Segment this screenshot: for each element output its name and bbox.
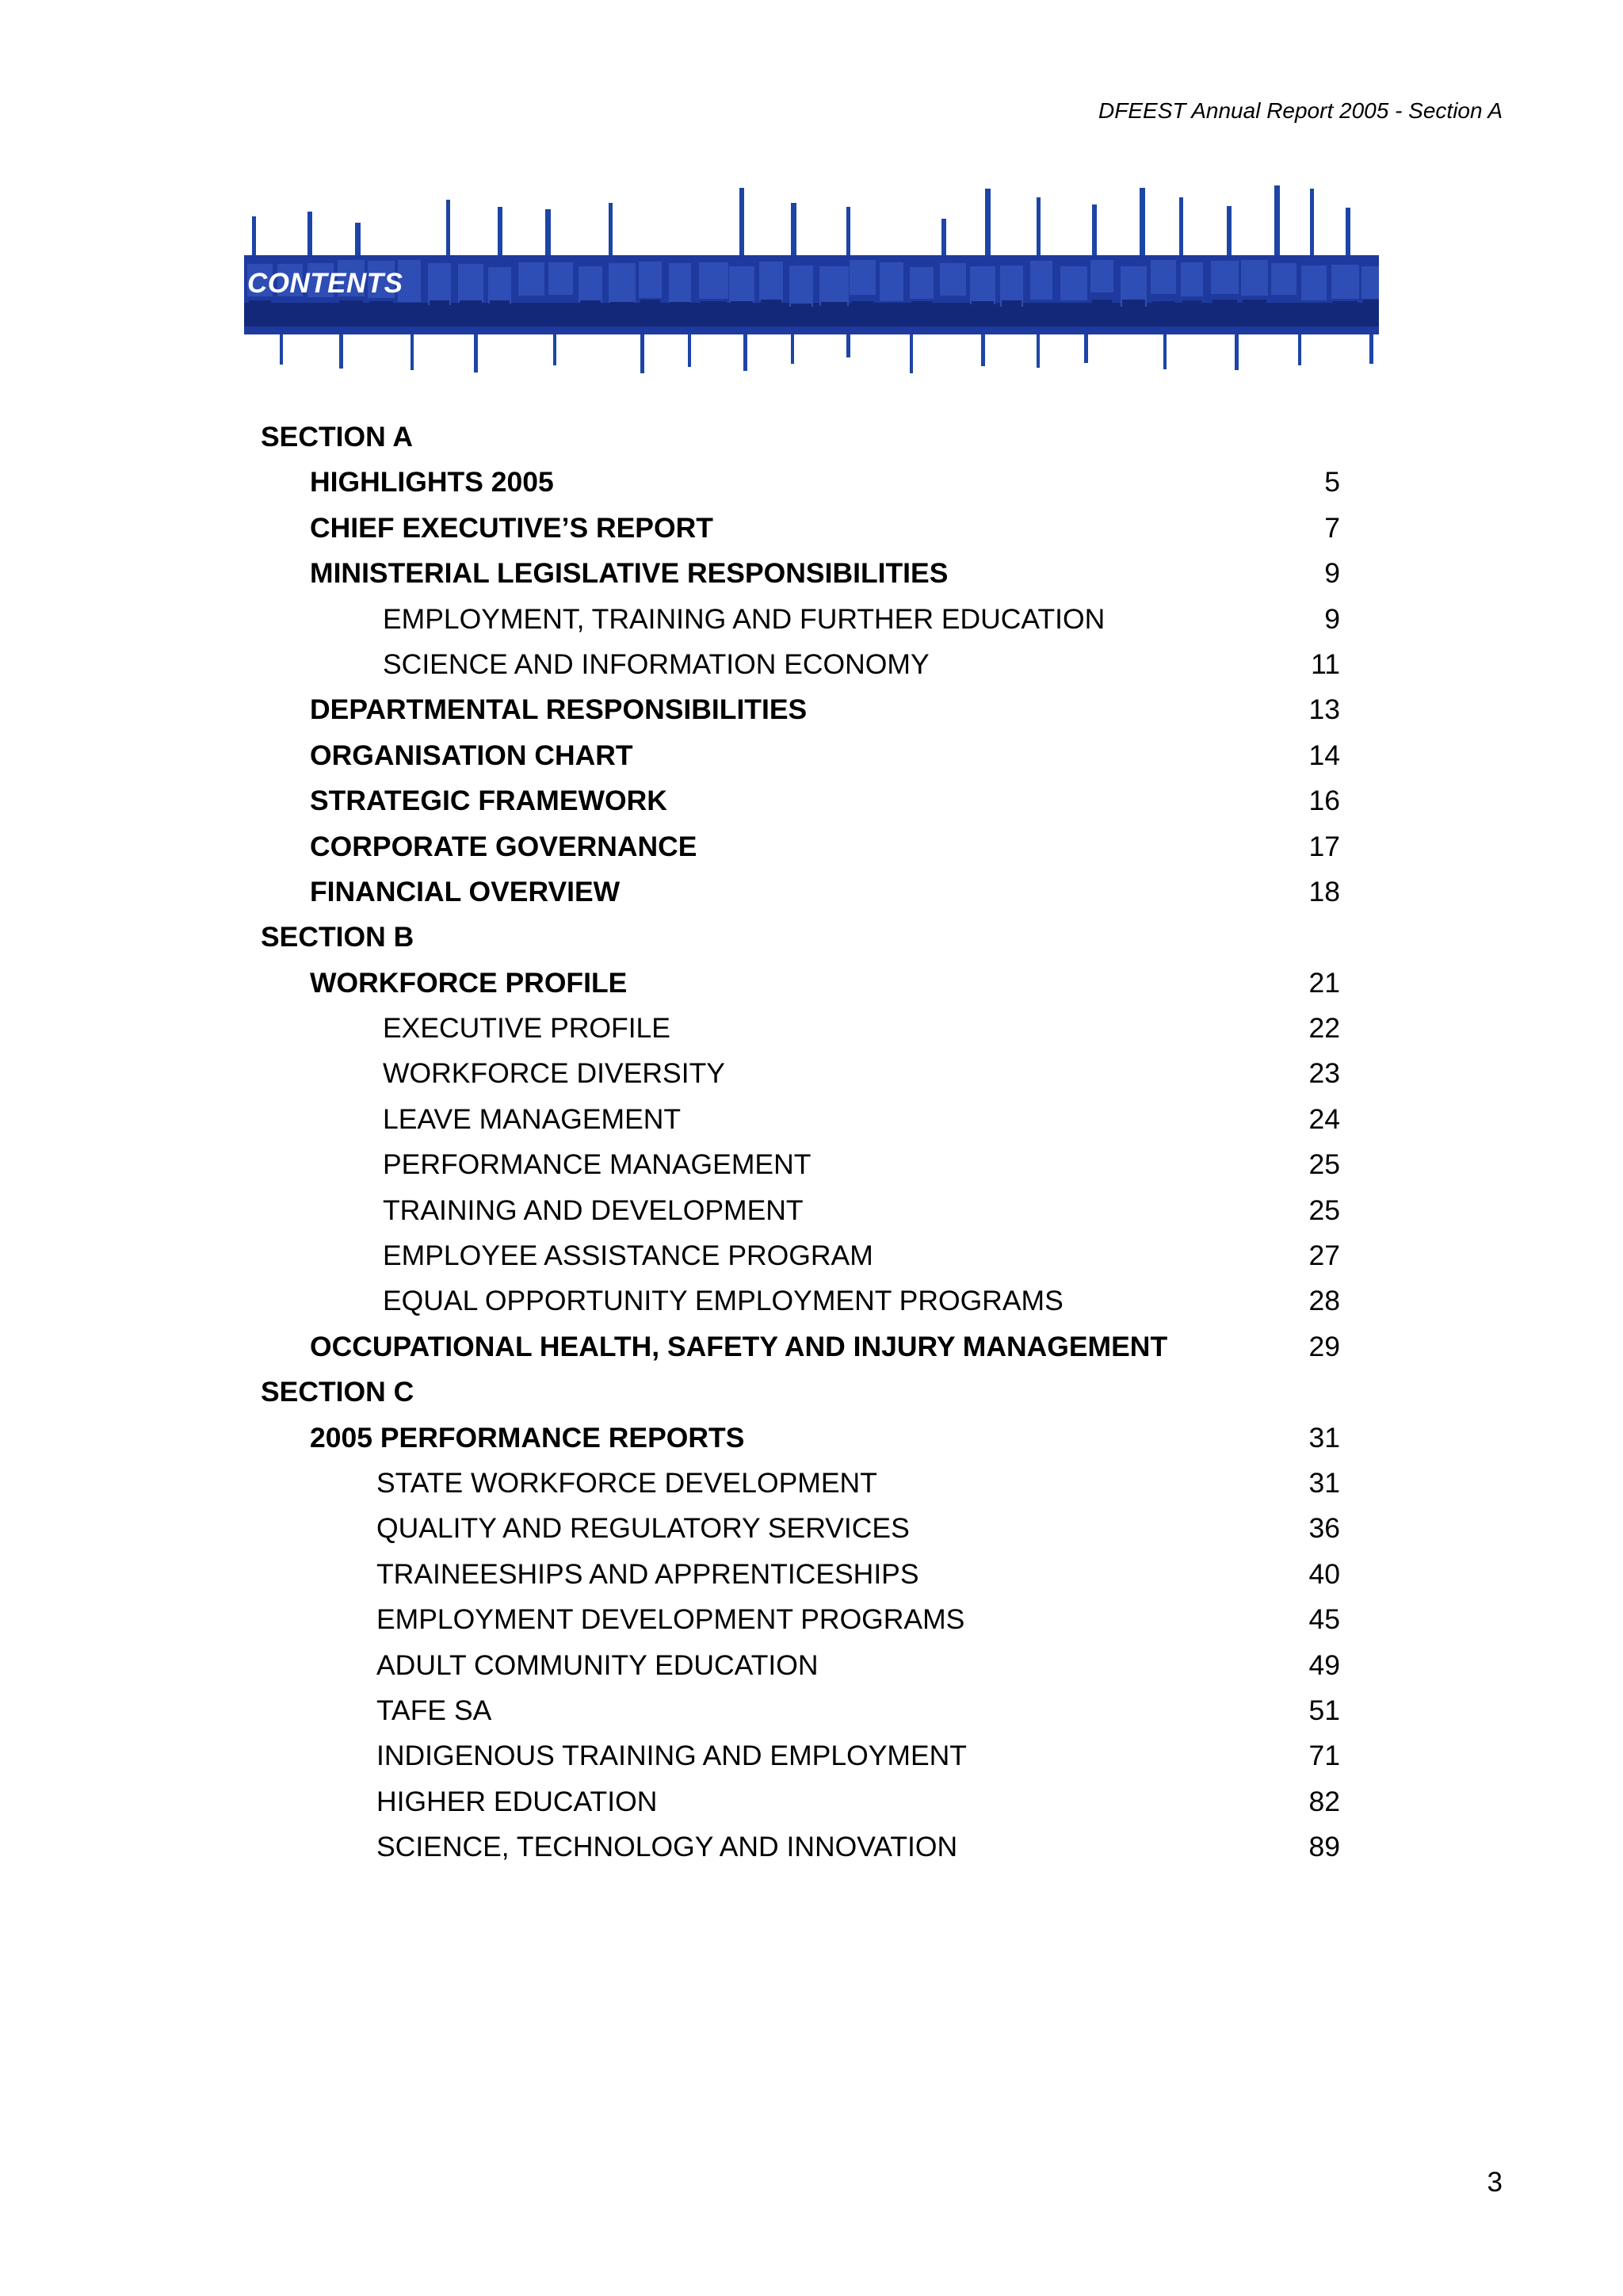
banner-tile [1030,261,1052,300]
banner-tile [731,301,753,323]
toc-entry [0,1051,1623,1096]
toc-entry [0,1142,1623,1187]
banner-tile [1211,261,1239,294]
toc-entry-label: SCIENCE AND INFORMATION ECONOMY [383,648,930,680]
banner-tick [1227,206,1232,255]
toc-entry [0,1733,1623,1778]
toc-entry [0,1278,1623,1324]
banner-tile [460,300,482,323]
toc-entry [0,1097,1623,1142]
toc-entry-page: 18 [1308,875,1340,907]
toc-entry [0,1415,1623,1461]
toc-entry-label: TAFE SA [376,1694,492,1726]
banner-tick [1037,197,1041,255]
banner-tick [545,209,551,255]
banner-tick [339,334,343,369]
toc-entry-label: ADULT COMMUNITY EDUCATION [376,1648,819,1681]
banner-tile [761,300,781,322]
toc-entry [0,961,1623,1006]
banner-tile [580,300,601,323]
banner-tile [1212,300,1237,322]
banner-tile [399,304,419,326]
banner-tick [981,334,985,366]
banner-tile [579,266,602,303]
toc-entry-page: 89 [1308,1831,1340,1863]
toc-entry-page: 11 [1311,648,1340,680]
toc-entry-page: 24 [1308,1102,1340,1135]
banner-tile [1151,260,1176,294]
toc-section-heading [0,915,1623,960]
toc-entry [0,1506,1623,1551]
banner-tick [609,203,613,255]
banner-tile [881,303,902,325]
banner-tile [880,262,903,301]
toc-entry [0,1597,1623,1642]
banner-tile [1032,303,1051,325]
banner-tick [1346,208,1350,255]
banner-tick [791,334,794,364]
toc-entry-page: 71 [1308,1740,1340,1772]
toc-entry-page: 9 [1324,602,1340,635]
toc-entry [0,1233,1623,1278]
banner-tile [821,302,847,324]
banner-tick [1140,188,1145,255]
toc-entry-page: 13 [1308,693,1340,726]
toc-entry-label: QUALITY AND REGULATORY SERVICES [376,1512,910,1545]
banner-tile [488,267,511,304]
banner-tick [739,188,744,255]
banner-tile [789,266,813,307]
banner-tile [970,266,995,304]
banner-tick [910,334,913,373]
banner-tile [1092,300,1112,322]
toc-entry-page: 7 [1324,511,1340,544]
toc-entry [0,1643,1623,1688]
toc-entry [0,778,1623,823]
banner-tick [985,189,991,255]
banner-tick [1037,334,1040,368]
toc-entry [0,733,1623,778]
banner-tile [610,302,634,324]
toc-entry-label: WORKFORCE DIVERSITY [383,1057,725,1090]
toc-entry [0,824,1623,869]
toc-entry [0,1552,1623,1597]
banner-tile [1152,301,1174,323]
toc-entry [0,1324,1623,1370]
toc-entry [0,1688,1623,1733]
banner-tile [1243,300,1266,322]
toc-entry [0,869,1623,915]
toc-entry-label: SECTION B [261,921,414,953]
banner-tile [669,263,691,302]
banner-tile [548,262,573,295]
banner-graphic [244,184,1379,377]
toc-entry-label: TRAINING AND DEVELOPMENT [383,1194,804,1226]
banner-tile [640,300,660,322]
banner-tile [430,300,449,323]
banner-tile [1122,300,1145,322]
toc-entry-page: 14 [1308,739,1340,771]
toc-entry-page: 29 [1308,1330,1340,1362]
banner-tile [1090,260,1113,292]
banner-tile [819,266,849,306]
banner-tile [910,267,934,299]
contents-title: CONTENTS [247,268,403,299]
toc-entry-page: 36 [1308,1512,1340,1545]
banner-tile [851,301,874,323]
banner-tick [1084,334,1088,363]
toc-entry-label: MINISTERIAL LEGISLATIVE RESPONSIBILITIES [310,557,949,590]
toc-entry-label: WORKFORCE PROFILE [310,966,628,999]
banner-tile [1271,263,1296,295]
toc-entry-label: LEAVE MANAGEMENT [383,1102,682,1135]
toc-entry-label: SECTION A [261,421,413,453]
banner-tick [307,212,312,255]
banner-tile [1241,260,1268,296]
toc-entry [0,687,1623,732]
toc-entry-page: 23 [1308,1057,1340,1090]
toc-entry-label: 2005 PERFORMANCE REPORTS [310,1421,745,1454]
banner-tile [249,300,271,323]
toc-entry-label: FINANCIAL OVERVIEW [310,875,621,907]
toc-entry-label: HIGHLIGHTS 2005 [310,466,554,499]
banner-tick [411,334,414,370]
toc-entry-label: OCCUPATIONAL HEALTH, SAFETY AND INJURY MANAGEMENT [310,1330,1168,1362]
banner-tile [339,300,363,323]
banner-tile [428,263,451,305]
banner-tile [972,301,994,323]
banner-tile [1273,303,1295,325]
toc-entry-page: 5 [1324,466,1340,499]
banner-tick [1235,334,1239,370]
banner-tile [699,262,728,299]
banner-tick [474,334,478,372]
banner-tile [369,301,393,323]
banner-tile [940,263,966,296]
toc-entry [0,506,1623,551]
banner-tick [688,334,691,367]
toc-entry-label: EMPLOYEE ASSISTANCE PROGRAM [383,1240,873,1272]
page-number: 3 [1487,2167,1503,2198]
banner-tick [640,334,644,373]
toc-entry-page: 27 [1308,1240,1340,1272]
toc-entry-label: INDIGENOUS TRAINING AND EMPLOYMENT [376,1740,967,1772]
toc-entry [0,1824,1623,1870]
banner-tick [1298,334,1301,365]
toc-entry-page: 40 [1308,1557,1340,1590]
toc-entry [0,1188,1623,1233]
banner-tick [743,334,747,371]
banner-tile [701,301,727,323]
banner-tile [518,262,544,296]
banner-tile [1182,300,1201,323]
banner-tile [1361,266,1379,299]
toc-entry-page: 9 [1324,557,1340,590]
banner-tile [759,262,783,301]
banner-tick [355,223,361,255]
banner-tick [1179,197,1183,255]
toc-entry-label: DEPARTMENTAL RESPONSIBILITIES [310,693,808,726]
banner-tick [252,216,256,255]
toc-entry-label: EMPLOYMENT DEVELOPMENT PROGRAMS [376,1603,965,1636]
banner-tick [941,219,946,255]
toc-entry [0,1461,1623,1506]
banner-tick [498,207,502,255]
toc-entry-label: CHIEF EXECUTIVE’S REPORT [310,511,713,544]
banner-tile [1181,262,1203,296]
banner-tile [850,260,876,295]
banner-tile [279,304,301,326]
banner-tile [1331,265,1359,299]
toc-entry-page: 22 [1308,1012,1340,1045]
toc-entry-label: EMPLOYMENT, TRAINING AND FURTHER EDUCATION [383,602,1106,635]
banner-tile [791,304,812,326]
banner-tile [1060,266,1087,300]
toc-entry-label: STRATEGIC FRAMEWORK [310,785,667,817]
banner-tick [1310,189,1314,255]
banner-tile [1303,304,1325,326]
toc-entry-page: 49 [1308,1648,1340,1681]
toc-entry-page: 51 [1308,1694,1340,1726]
toc-entry-page: 31 [1308,1466,1340,1499]
toc-entry [0,460,1623,505]
toc-entry [0,597,1623,642]
toc-entry-page: 16 [1308,785,1340,817]
toc-entry [0,642,1623,687]
banner-tile [1363,300,1379,322]
banner-tile [729,266,754,303]
banner-tile [309,303,332,325]
banner-tile [670,302,689,324]
banner-tile [941,304,964,326]
toc-entry-page: 25 [1308,1148,1340,1181]
toc-entry-label: TRAINEESHIPS AND APPRENTICESHIPS [376,1557,919,1590]
toc-entry-label: EXECUTIVE PROFILE [383,1012,670,1045]
banner-tile [1333,301,1358,323]
toc-entry-label: EQUAL OPPORTUNITY EMPLOYMENT PROGRAMS [383,1285,1064,1317]
banner-tile [1062,303,1086,325]
toc-entry-page: 82 [1308,1785,1340,1817]
banner-tick [791,203,796,255]
banner-tile [1301,266,1327,300]
banner-tick [446,200,450,255]
toc-entry-page: 28 [1308,1285,1340,1317]
toc-entry-page: 31 [1308,1421,1340,1454]
toc-entry-label: CORPORATE GOVERNANCE [310,830,697,862]
banner-tile [550,304,571,326]
toc-entry-page: 21 [1308,966,1340,999]
banner-tick [1092,204,1097,255]
contents-banner [244,184,1379,377]
banner-tile [458,264,483,303]
toc-entry [0,1006,1623,1051]
banner-tile [911,301,932,323]
banner-tick [846,207,850,255]
toc-entry [0,1779,1623,1824]
running-header: DFEEST Annual Report 2005 - Section A [1098,98,1503,123]
toc-entry-label: SECTION C [261,1376,414,1408]
toc-entry-page: 17 [1308,830,1340,862]
toc-entry-label: PERFORMANCE MANAGEMENT [383,1148,812,1181]
banner-tick [1163,334,1167,369]
toc-entry-label: ORGANISATION CHART [310,739,633,771]
toc-entry-label: HIGHER EDUCATION [376,1785,658,1817]
banner-tick [846,334,850,357]
banner-tile [520,303,543,325]
table-of-contents [0,415,1623,1870]
banner-tick [553,334,556,365]
toc-section-heading [0,415,1623,460]
toc-entry-label: SCIENCE, TECHNOLOGY AND INNOVATION [376,1831,958,1863]
banner-tile [639,262,662,298]
toc-entry-page: 25 [1308,1194,1340,1226]
toc-section-heading [0,1370,1623,1415]
banner-tick [1274,185,1280,255]
banner-tick [1369,334,1373,364]
toc-entry [0,551,1623,596]
banner-tick [280,334,283,365]
banner-tile [490,300,510,323]
toc-entry-page: 45 [1308,1603,1340,1636]
banner-tile [609,263,636,303]
toc-entry-label: STATE WORKFORCE DEVELOPMENT [376,1466,877,1499]
banner-tile [1002,300,1022,323]
